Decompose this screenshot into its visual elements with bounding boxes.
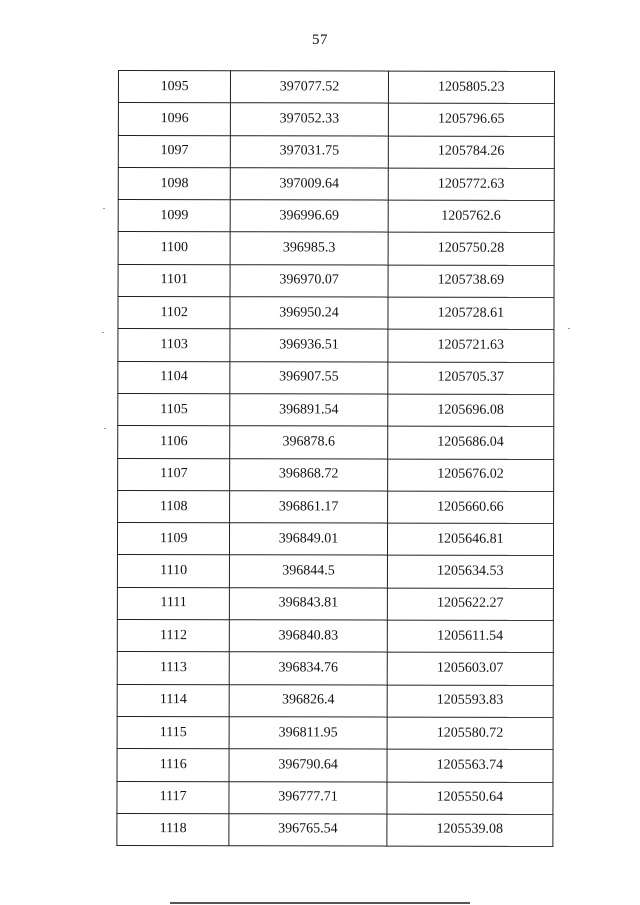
y-coordinate-cell: 1205705.37 [388, 362, 554, 395]
y-coordinate-cell: 1205603.07 [387, 652, 553, 685]
y-coordinate-cell: 1205784.26 [388, 136, 554, 169]
y-coordinate-cell: 1205696.08 [387, 394, 553, 427]
coordinate-table-body [117, 71, 555, 847]
x-coordinate-cell: 396907.55 [230, 361, 387, 394]
point-number-cell: 1113 [117, 652, 229, 685]
table-row [117, 620, 553, 653]
point-number-cell: 1111 [117, 587, 229, 620]
point-number-cell: 1095 [118, 71, 230, 104]
x-coordinate-cell: 396861.17 [230, 491, 387, 524]
point-number-cell: 1109 [117, 523, 229, 556]
table-row [118, 264, 554, 297]
x-coordinate-cell: 396970.07 [230, 265, 387, 298]
point-number-cell: 1112 [117, 620, 229, 653]
point-number-cell: 1100 [118, 232, 230, 265]
x-coordinate-cell: 396891.54 [230, 394, 387, 427]
scan-speck [568, 328, 570, 329]
scan-bottom-edge [170, 902, 470, 904]
table-row [117, 652, 553, 685]
x-coordinate-cell: 396811.95 [229, 717, 386, 750]
table-row [118, 71, 554, 104]
x-coordinate-cell: 396777.71 [229, 781, 386, 814]
x-coordinate-cell: 397052.33 [231, 103, 388, 136]
y-coordinate-cell: 1205660.66 [387, 491, 553, 524]
y-coordinate-cell: 1205738.69 [388, 265, 554, 298]
point-number-cell: 1114 [117, 684, 229, 717]
point-number-cell: 1101 [118, 264, 230, 297]
point-number-cell: 1107 [118, 458, 230, 491]
table-row [118, 167, 554, 200]
table-row [118, 361, 554, 394]
y-coordinate-cell: 1205550.64 [387, 782, 553, 815]
scan-speck [104, 428, 106, 429]
x-coordinate-cell: 396996.69 [231, 200, 388, 233]
point-number-cell: 1108 [118, 490, 230, 523]
point-number-cell: 1098 [118, 167, 230, 200]
x-coordinate-cell: 396844.5 [230, 555, 387, 588]
point-number-cell: 1105 [118, 393, 230, 426]
y-coordinate-cell: 1205772.63 [388, 168, 554, 201]
table-row [117, 749, 553, 782]
y-coordinate-cell: 1205634.53 [387, 556, 553, 589]
x-coordinate-cell: 397077.52 [231, 71, 388, 104]
table-row [118, 232, 554, 265]
y-coordinate-cell: 1205646.81 [387, 523, 553, 556]
x-coordinate-cell: 396985.3 [230, 232, 387, 265]
scan-speck [103, 208, 105, 209]
coordinate-table [116, 70, 555, 847]
table-row [118, 490, 554, 523]
scan-speck [102, 332, 104, 333]
point-number-cell: 1099 [118, 200, 230, 233]
y-coordinate-cell: 1205750.28 [388, 233, 554, 266]
point-number-cell: 1115 [117, 716, 229, 749]
x-coordinate-cell: 397031.75 [231, 135, 388, 168]
x-coordinate-cell: 396790.64 [229, 749, 386, 782]
point-number-cell: 1117 [117, 781, 229, 814]
table-row [118, 329, 554, 362]
point-number-cell: 1118 [117, 813, 229, 846]
table-row [118, 458, 554, 491]
x-coordinate-cell: 396878.6 [230, 426, 387, 459]
page-number: 57 [312, 32, 328, 48]
x-coordinate-cell: 396834.76 [230, 652, 387, 685]
x-coordinate-cell: 397009.64 [231, 168, 388, 201]
point-number-cell: 1103 [118, 329, 230, 362]
y-coordinate-cell: 1205593.83 [387, 685, 553, 718]
y-coordinate-cell: 1205721.63 [388, 329, 554, 362]
y-coordinate-cell: 1205563.74 [387, 749, 553, 782]
point-number-cell: 1116 [117, 749, 229, 782]
y-coordinate-cell: 1205580.72 [387, 717, 553, 750]
point-number-cell: 1102 [118, 297, 230, 330]
x-coordinate-cell: 396950.24 [230, 297, 387, 330]
table-row [118, 297, 554, 330]
x-coordinate-cell: 396840.83 [230, 620, 387, 653]
y-coordinate-cell: 1205762.6 [388, 200, 554, 233]
x-coordinate-cell: 396936.51 [230, 329, 387, 362]
y-coordinate-cell: 1205686.04 [387, 426, 553, 459]
table-row [117, 684, 553, 717]
x-coordinate-cell: 396849.01 [230, 523, 387, 556]
table-row [117, 716, 553, 749]
table-row [117, 813, 553, 846]
point-number-cell: 1096 [118, 103, 230, 136]
point-number-cell: 1104 [118, 361, 230, 394]
y-coordinate-cell: 1205622.27 [387, 588, 553, 621]
point-number-cell: 1106 [118, 426, 230, 459]
y-coordinate-cell: 1205796.65 [388, 103, 554, 136]
y-coordinate-cell: 1205728.61 [388, 297, 554, 330]
table-row [118, 200, 554, 233]
point-number-cell: 1110 [117, 555, 229, 588]
point-number-cell: 1097 [118, 135, 230, 168]
y-coordinate-cell: 1205539.08 [387, 814, 553, 847]
table-row [117, 587, 553, 620]
x-coordinate-cell: 396765.54 [229, 814, 386, 847]
table-row [118, 393, 554, 426]
table-row [118, 135, 554, 168]
x-coordinate-cell: 396843.81 [230, 587, 387, 620]
table-row [118, 426, 554, 459]
table-row [117, 781, 553, 814]
table-row [117, 523, 553, 556]
y-coordinate-cell: 1205805.23 [388, 71, 554, 104]
table-row [117, 555, 553, 588]
x-coordinate-cell: 396868.72 [230, 458, 387, 491]
y-coordinate-cell: 1205676.02 [387, 459, 553, 492]
x-coordinate-cell: 396826.4 [230, 684, 387, 717]
table-row [118, 103, 554, 136]
y-coordinate-cell: 1205611.54 [387, 620, 553, 653]
